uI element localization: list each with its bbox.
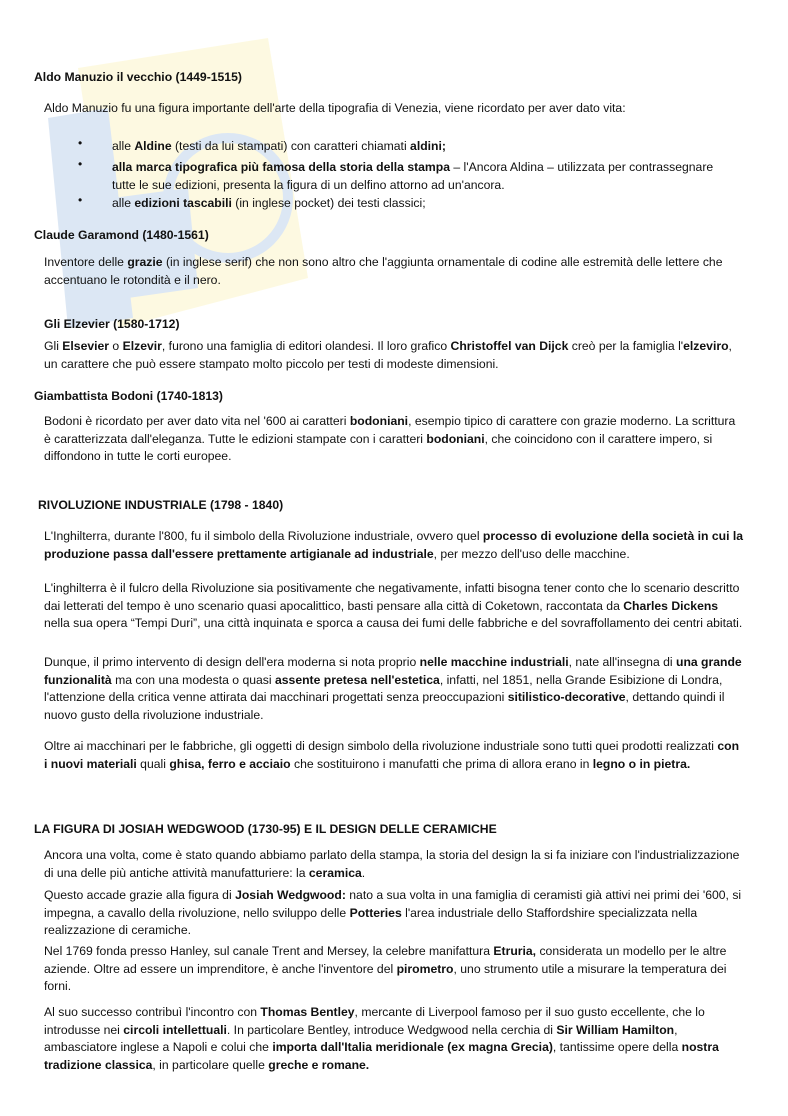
paragraph-elzevier: Gli Elsevier o Elzevir, furono una famiglia di editori olandesi. Il loro grafico Christoffel van Dijck creò per la famiglia l'elzeviro, un carattere che può essere stampato molto piccolo per testi di modeste dimensioni. — [44, 339, 732, 371]
heading-rivoluzione: RIVOLUZIONE INDUSTRIALE (1798 - 1840) — [38, 498, 284, 512]
heading-wedgwood: LA FIGURA DI JOSIAH WEDGWOOD (1730-95) E IL DESIGN DELLE CERAMICHE — [34, 822, 497, 836]
paragraph-rivoluzione-2: L'inghilterra è il fulcro della Rivoluzione sia positivamente che negativamente, infatti bisogna tener conto che lo scenario descritto dai letterati del tempo è uno scenario quasi apocalittico, basti pensare alla città di Coketown, raccontata da Charles Dickens nella sua opera “Tempi Duri”, una città inquinata e sporca a causa dei fumi delle fabbriche e del sovraffollamento dei centri abitati. — [44, 581, 743, 630]
heading-elzevier: Gli Elzevier (1580-1712) — [44, 317, 180, 331]
paragraph-wedgwood-1: Ancora una volta, come è stato quando abbiamo parlato della stampa, la storia del design la si fa iniziare con l'industrializzazione di una delle più antiche attività manufatturiere: la ceramica. — [44, 848, 740, 880]
paragraph-rivoluzione-4: Oltre ai macchinari per le fabbriche, gli oggetti di design simbolo della rivoluzione industriale sono tutti quei prodotti realizzati con i nuovi materiali quali ghisa, ferro e acciaio che sostituirono i manufatti che prima di allora erano in legno o in pietra. — [44, 739, 740, 771]
bullet-icon: • — [78, 136, 83, 150]
paragraph-rivoluzione-1: L'Inghilterra, durante l'800, fu il simbolo della Rivoluzione industriale, ovvero quel processo di evoluzione della società in cui la produzione passa dall'essere prettamente artigianale ad industriale, per mezzo dell'uso delle macchine. — [44, 529, 744, 561]
paragraph-manuzio-intro: Aldo Manuzio fu una figura importante dell'arte della tipografia di Venezia, viene ricordato per aver dato vita: — [44, 101, 626, 115]
heading-bodoni: Giambattista Bodoni (1740-1813) — [34, 389, 223, 403]
list-item-tascabili: • alle edizioni tascabili (in inglese pocket) dei testi classici; — [78, 193, 426, 210]
bullet-icon: • — [78, 193, 83, 207]
heading-garamond: Claude Garamond (1480-1561) — [34, 228, 209, 242]
paragraph-wedgwood-2: Questo accade grazie alla figura di Josiah Wedgwood: nato a sua volta in una famiglia di ceramisti già attivi nei primi dei '600, si impegna, a cavallo della rivoluzione, nello sviluppo delle Potteries l'area industriale dello Staffordshire specializzata nella realizzazione di ceramiche. — [44, 888, 742, 937]
bullet-icon: • — [78, 157, 83, 171]
paragraph-wedgwood-4: Al suo successo contribuì l'incontro con Thomas Bentley, mercante di Liverpool famoso per il suo gusto eccellente, che lo introdusse nei circoli intellettuali. In particolare Bentley, introduce Wedgwood nella cerchia di Sir William Hamilton, ambasciatore inglese a Napoli e colui che importa dall'Italia meridionale (ex magna Grecia), tantissime opere della nostra tradizione classica, in particolare quelle greche e romane. — [44, 1005, 719, 1072]
list-item-aldine: • alle Aldine (testi da lui stampati) con caratteri chiamati aldini; — [78, 136, 446, 153]
paragraph-rivoluzione-3: Dunque, il primo intervento di design dell'era moderna si nota proprio nelle macchine industriali, nate all'insegna di una grande funzionalità ma con una modesta o quasi assente pretesa nell'estetica, infatti, nel 1851, nella Grande Esibizione di Londra, l'attenzione della critica venne attirata dai macchinari progettati senza preoccupazioni sitilistico-decorative, dettando quindi il nuovo gusto della rivoluzione industriale. — [44, 655, 742, 722]
list-item-marca: • alla marca tipografica più famosa della storia della stampa – l'Ancora Aldina – utilizzata per contrassegnare tutte le sue edizioni, presenta la figura di un delfino attorno ad un'ancora. — [78, 157, 714, 192]
paragraph-bodoni: Bodoni è ricordato per aver dato vita nel '600 ai caratteri bodoniani, esempio tipico di carattere con grazie moderno. La scrittura è caratterizzata dall'eleganza. Tutte le edizioni stampate con i caratteri bodoniani, che coincidono con il carattere impero, si diffondono in tutte le corti europee. — [44, 414, 736, 463]
paragraph-wedgwood-3: Nel 1769 fonda presso Hanley, sul canale Trent and Mersey, la celebre manifattura Etruria, considerata un modello per le altre aziende. Oltre ad essere un imprenditore, è anche l'inventore del pirometro, uno strumento utile a misurare la temperatura dei forni. — [44, 944, 727, 993]
paragraph-garamond: Inventore delle grazie (in inglese serif) che non sono altro che l'aggiunta ornamentale di codine alle estremità delle lettere che accentuano le rotondità e il nero. — [44, 255, 723, 287]
heading-manuzio: Aldo Manuzio il vecchio (1449-1515) — [34, 70, 242, 84]
